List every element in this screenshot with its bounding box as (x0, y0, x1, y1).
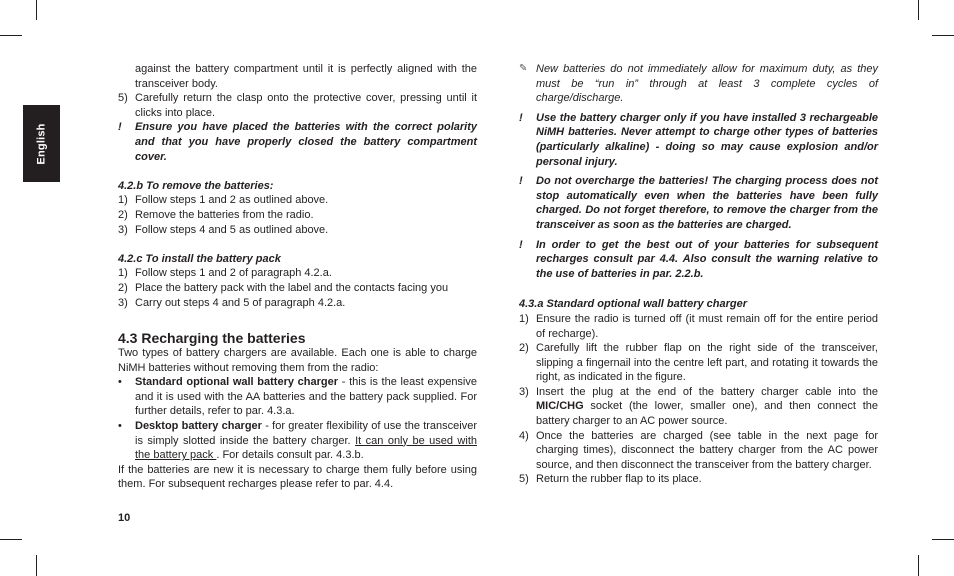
list-item: 3) Follow steps 4 and 5 as outlined above. (118, 223, 329, 236)
section-title: 4.3 Recharging the batteries (118, 330, 306, 347)
intro-paragraph: Two types of battery chargers are available. Each one is able to charge NiMH batteries without removing them from the radio: (118, 347, 477, 374)
crop-mark (918, 555, 919, 576)
bullet-item: • Standard optional wall battery charger - this is the least expensive and it is used with the AA batteries and the battery pack supplied. For further details, refer to par. 4.3.a. (118, 376, 477, 418)
list-item: 1) Follow steps 1 and 2 as outlined above. (118, 194, 329, 207)
warning-best-use: ! In order to get the best out of your batteries for subsequent recharges consult par 4.4. Also consult the warning relative to the use of batteries in par. 2.2.b. (519, 238, 878, 280)
note: ✎ New batteries do not immediately allow for maximum duty, as they must be “run in” through at least 3 complete cycles of charge/discharge. (519, 63, 878, 105)
crop-mark (36, 555, 37, 576)
language-tab-label: English (35, 122, 48, 165)
crop-mark (932, 539, 954, 540)
list-item: 2) Place the battery pack with the label and the contacts facing you (118, 281, 449, 294)
note-icon: ✎ (519, 63, 528, 74)
right-column (519, 62, 878, 487)
crop-mark (36, 0, 37, 20)
list-item: 5) Return the rubber flap to its place. (519, 473, 702, 486)
install-heading: 4.2.c To install the battery pack (118, 252, 281, 265)
crop-mark (0, 35, 22, 36)
step-5: 5) Carefully return the clasp onto the protective cover, pressing until it clicks into place. (118, 92, 477, 119)
warning-polarity: ! Ensure you have placed the batteries with the correct polarity and that you have properly closed the battery compartment cover. (118, 121, 477, 163)
language-tab (23, 105, 60, 182)
crop-mark (932, 35, 954, 36)
page-number: 10 (118, 512, 131, 524)
step-continuation: against the battery compartment until it is perfectly aligned with the transceiver body. (135, 63, 477, 90)
list-item: 1) Ensure the radio is turned off (it must remain off for the entire period of recharge). (519, 312, 878, 340)
crop-mark (918, 0, 919, 20)
list-item: 2) Remove the batteries from the radio. (118, 208, 314, 221)
list-item: 2) Carefully lift the rubber flap on the right side of the transceiver, slipping a fingernail into the centre left part, and rotating it towards the right, as indicated in the figure. (519, 342, 878, 384)
list-item: 3) Insert the plug at the end of the battery charger cable into the MIC/CHG socket (the lower, smaller one), and then connect the battery charger to an AC power source. (519, 385, 878, 428)
closing-paragraph: If the batteries are new it is necessary to charge them fully before using them. For subsequent recharges please refer to par. 4.4. (118, 463, 477, 491)
list-item: 1) Follow steps 1 and 2 of paragraph 4.2.a. (118, 267, 332, 280)
bullet-item: • Desktop battery charger - for greater flexibility of use the transceiver is simply slotted inside the battery charger. It can only be used with the battery pack . For details consult par. 4.3.b. (118, 420, 477, 462)
list-item: 4) Once the batteries are charged (see table in the next page for charging times), disconnect the battery charger from the AC power source, and then disconnect the transceiver from the battery charger. (519, 429, 878, 471)
warning-overcharge: ! Do not overcharge the batteries! The charging process does not stop automatically even when the batteries have been fully charged. Do not forget therefore, to remove the charger from the transceiver as soon as the batteries are charged. (519, 175, 878, 231)
crop-mark (0, 539, 22, 540)
warning-charger-use: ! Use the battery charger only if you have installed 3 rechargeable NiMH batteries. Never attempt to charge other types of batteries (particularly alkaline) - doing so may cause explosion and/or personal injury. (519, 111, 878, 168)
wall-charger-heading: 4.3.a Standard optional wall battery charger (519, 298, 748, 311)
remove-heading: 4.2.b To remove the batteries: (118, 179, 274, 192)
list-item: 3) Carry out steps 4 and 5 of paragraph 4.2.a. (118, 296, 346, 309)
left-column (118, 62, 477, 492)
